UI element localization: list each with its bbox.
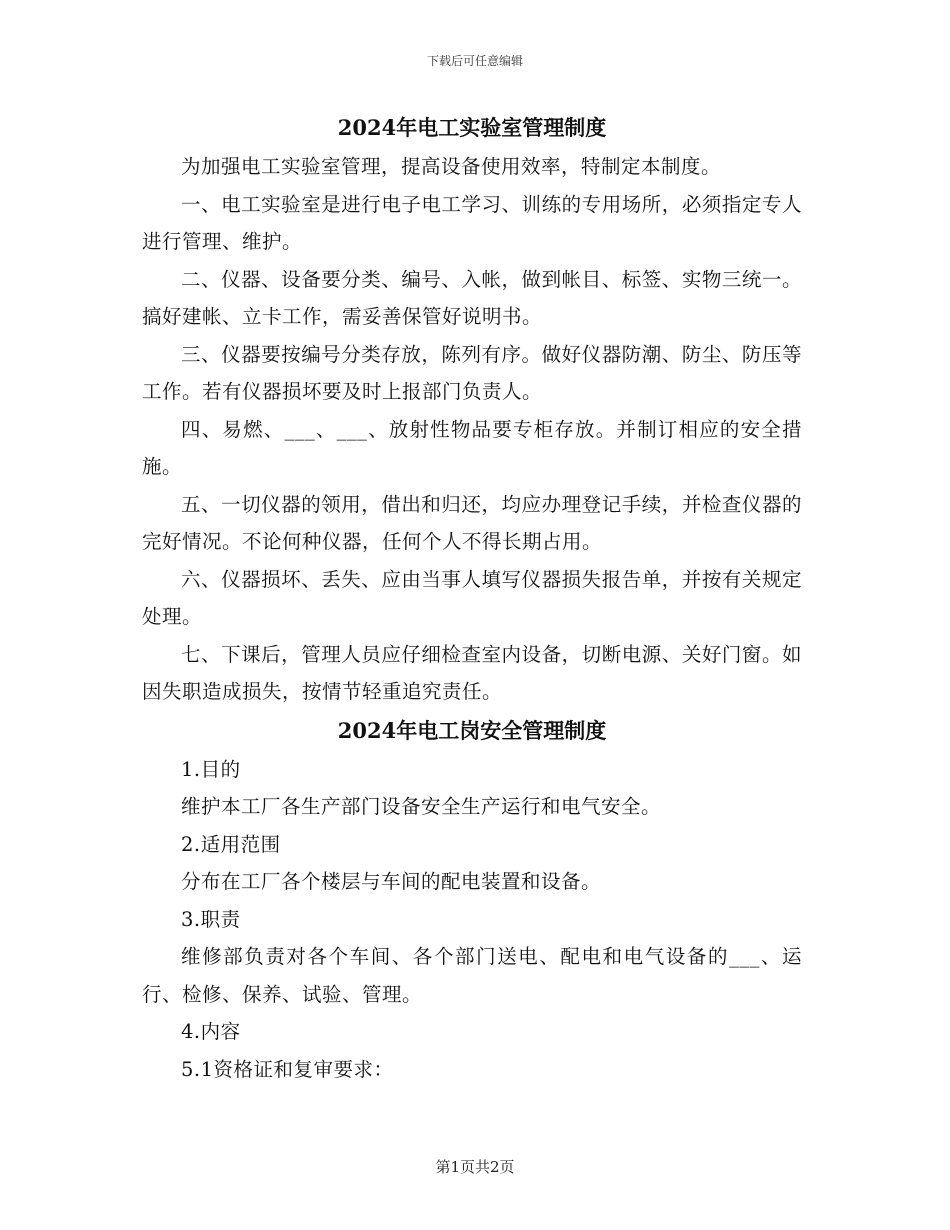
document-body: [142, 108, 802, 1088]
section1-paragraph: 七、下课后，管理人员应仔细检查室内设备，切断电源、关好门窗。如因失职造成损失，按情节轻重追究责任。: [142, 642, 802, 703]
page-footer: 第1页共2页: [435, 1158, 515, 1176]
section1-paragraph: 五、一切仪器的领用，借出和归还，均应办理登记手续，并检查仪器的完好情况。不论何种仪器，任何个人不得长期占用。: [142, 492, 802, 553]
section2-paragraph: 分布在工厂各个楼层与车间的配电装置和设备。: [181, 870, 602, 893]
section1-paragraph: 三、仪器要按编号分类存放，陈列有序。做好仪器防潮、防尘、防压等工作。若有仪器损坏要及时上报部门负责人。: [142, 342, 802, 403]
header-note: 下载后可任意编辑: [426, 54, 523, 68]
section2-paragraph: 3.职责: [181, 907, 241, 931]
section2-title: 2024年电工岗安全管理制度: [337, 717, 607, 743]
section1-title: 2024年电工实验室管理制度: [337, 115, 607, 140]
section2-paragraph: 1.目的: [181, 757, 241, 781]
section1-paragraph: 六、仪器损坏、丢失、应由当事人填写仪器损失报告单，并按有关规定处理。: [142, 567, 802, 628]
section1-paragraph: 四、易燃、___、___、放射性物品要专柜存放。并制订相应的安全措施。: [142, 417, 802, 478]
section2-paragraph: 2.适用范围: [181, 832, 281, 856]
section1-paragraph: 为加强电工实验室管理，提高设备使用效率，特制定本制度。: [181, 155, 722, 178]
section1-paragraph: 一、电工实验室是进行电子电工学习、训练的专用场所，必须指定专人进行管理、维护。: [142, 192, 802, 253]
section2-paragraph: 维修部负责对各个车间、各个部门送电、配电和电气设备的___、运行、检修、保养、试验、管理。: [142, 945, 802, 1006]
section2-paragraph: 4.内容: [181, 1020, 241, 1043]
section2-paragraph: 维护本工厂各生产部门设备安全生产运行和电气安全。: [181, 795, 662, 818]
section2-paragraph: 5.1资格证和复审要求：: [181, 1057, 394, 1081]
section1-paragraph: 二、仪器、设备要分类、编号、入帐，做到帐目、标签、实物三统一。搞好建帐、立卡工作，需妥善保管好说明书。: [142, 267, 802, 328]
